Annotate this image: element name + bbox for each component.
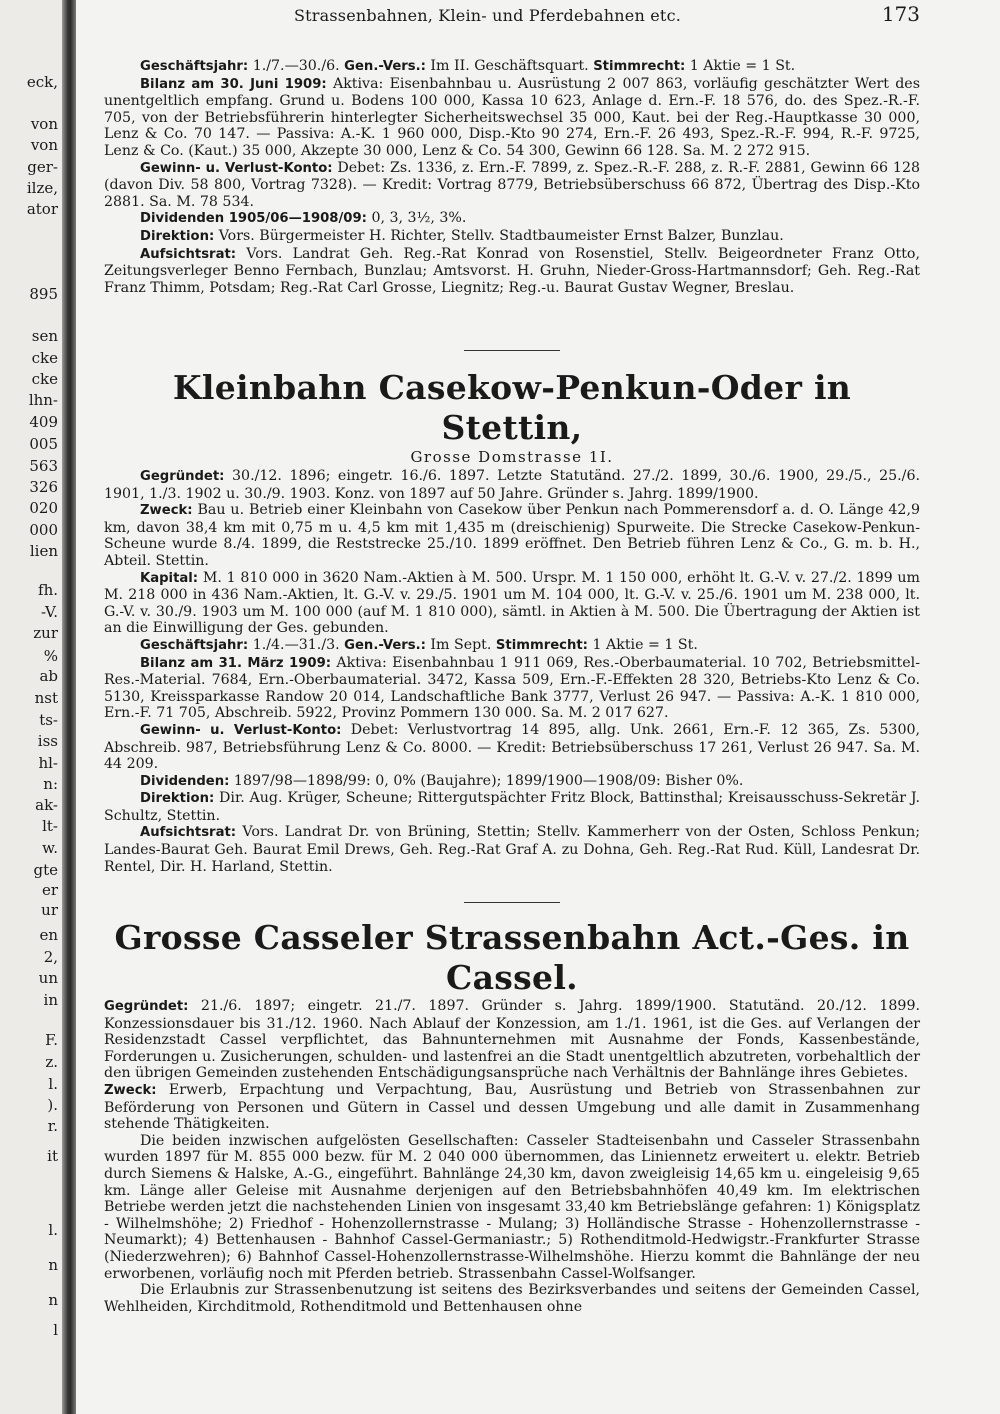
section-divider: [464, 902, 560, 903]
margin-fragment: 000: [29, 521, 58, 539]
margin-fragment: lien: [29, 542, 58, 560]
field-label: Gewinn- u. Verlust-Konto:: [140, 722, 342, 738]
field-label: Dividenden:: [140, 773, 230, 789]
header-title: Strassenbahnen, Klein- und Pferdebahnen etc.: [294, 6, 682, 25]
entry-paragraph: [104, 655, 920, 722]
entry-paragraph: [104, 998, 920, 1082]
margin-fragment: lt-: [42, 817, 58, 835]
margin-fragment: cke: [31, 349, 58, 367]
field-label: Gen.-Vers.:: [344, 637, 426, 653]
margin-fragment: von: [30, 136, 58, 154]
field-label: Gen.-Vers.:: [344, 59, 426, 74]
field-label: Bilanz am 30. Juni 1909:: [140, 76, 327, 92]
margin-fragment: l.: [48, 1075, 58, 1093]
previous-page-text-fragments: [0, 0, 60, 1414]
margin-fragment: nst: [34, 689, 58, 707]
field-text: Im II. Geschäftsquart.: [425, 58, 594, 74]
field-text: Vors. Landrat Dr. von Brüning, Stettin; Stellv. Kammerherr von der Osten, Schloss Penkun; Landes-Baurat Geh. Baurat Emil Drews, Geh. Reg.-Rat Graf A. zu Dohna, Geh. Reg.-Rat Rud. Küll, Landesrat Dr. Rentel, Dir. H. Harland, Stettin.: [104, 824, 920, 875]
field-label: Geschäftsjahr:: [140, 637, 249, 653]
margin-fragment: F.: [45, 1031, 58, 1049]
page-number: 173: [881, 2, 920, 26]
body-paragraph: Die Erlaubnis zur Strassenbenutzung ist seitens des Bezirksverbandes und seitens der Gemeinden Cassel, Wehlheiden, Kirchditmold, Rothenditmold und Bettenhausen ohne: [104, 1282, 920, 1315]
field-label: Direktion:: [140, 791, 215, 807]
margin-fragment: 005: [29, 435, 58, 453]
margin-fragment: it: [47, 1147, 58, 1165]
entry-continuation: [104, 58, 920, 296]
margin-fragment: von: [30, 115, 58, 133]
entry-paragraph: [104, 58, 920, 76]
entry-paragraph: [104, 468, 920, 502]
entry-paragraph: [104, 76, 920, 160]
margin-fragment: 020: [29, 499, 58, 517]
margin-fragment: eck,: [26, 73, 58, 91]
company-title: Kleinbahn Casekow-Penkun-Oder in Stettin,: [172, 368, 852, 447]
margin-fragment: 2,: [43, 948, 58, 966]
body-paragraph: Die beiden inzwischen aufgelösten Gesellschaften: Casseler Stadteisenbahn und Casseler Strassenbahn wurden 1897 für M. 855 000 bezw. für M. 2 040 000 übernommen, das Liniennetz erweitert u. elektr. Betrieb durch Siemens & Halske, A.-G., eingeführt. Bahnlänge 24,30 km, davon zweigleisig 14,65 km u. eingeleisig 9,65 km. Länge aller Geleise mit Ausnahme derjenigen auf den Betriebsbahnhöfen 40,49 km. Im elektrischen Betriebe werden jetzt die nachstehenden Linien von insgesamt 33,40 km Betriebslänge gefahren: 1) Königsplatz - Wilhelmshöhe; 2) Friedhof - Hohenzollernstrasse - Mulang; 3) Holländische Strasse - Hohenzollernstrasse - Neumarkt); 4) Bettenhausen - Bahnhof Cassel-Germaniastr.; 5) Rothenditmold-Hedwigstr.-Frankfurter Strasse (Niederzwehren); 6) Bahnhof Cassel-Hohenzollernstrasse-Wilhelmshöhe. Hierzu kommt die Bahnlänge der neu erworbenen, vorläufig noch mit Pferden betrieb. Strassenbahn Cassel-Wolfsanger.: [104, 1132, 920, 1282]
running-header: [104, 2, 920, 32]
field-text: 21./6. 1897; eingetr. 21./7. 1897. Gründer s. Jahrg. 1899/1900. Statutänd. 20./12. 1899. Konzessionsdauer bis 31./12. 1960. Nach Ablauf der Konzession, am 1./1. 1961, ist die Ges. auf Verlangen der Residenzstadt Cassel verpflichtet, das Bahnunternehmen mit Ausnahme der Fonds, Kassenbestände, Forderungen u. Zusicherungen, schulden- und lastenfrei an die Stadt unentgeltlich abzutreten, vorbehaltlich der den übrigen Gemeinden zustehenden Entschädigungsansprüche nach Verhältnis der Bahnlänge ihres Gebietes.: [104, 998, 920, 1082]
margin-fragment: l.: [48, 1221, 58, 1239]
margin-fragment: cke: [31, 370, 58, 388]
field-text: 1./7.—30./6.: [248, 58, 345, 74]
margin-fragment: un: [38, 969, 58, 987]
entry-paragraph: [104, 210, 920, 228]
margin-fragment: 326: [29, 478, 58, 496]
field-text: Bau u. Betrieb einer Kleinbahn von Casekow über Penkun nach Pommerensdorf a. d. O. Länge 42,9 km, davon 38,4 km mit 0,75 m u. 4,5 km mit 1,435 m (dreischienig) Spurweite. Die Strecke Casekow-Penkun-Scheune wurde 8./4. 1899, die Reststrecke 25./10. 1899 eröffnet. Den Betrieb führen Lenz & Co., G. m. b. H., Abteil. Stettin.: [104, 502, 920, 569]
entry-paragraph: [104, 160, 920, 211]
field-text: M. 1 810 000 in 3620 Nam.-Aktien à M. 500. Urspr. M. 1 150 000, erhöht lt. G.-V. v. 27./2. 1899 um M. 218 000 in 436 Nam.-Aktien, lt. G.-V. v. 29./5. 1901 um M. 104 000, lt. G.-V. v. 25./6. 1901 um M. 238 000, lt. G.-V. v. 30./9. 1903 um M. 100 000 (auf M. 1 810 000), sämtl. in Aktien à M. 500. Die Übertragung der Aktien ist an die Einwilligung der Ges. gebunden.: [104, 569, 920, 637]
margin-fragment: 895: [29, 285, 58, 303]
section-divider: [464, 350, 560, 351]
field-label: Kapital:: [140, 570, 199, 586]
field-label: Stimmrecht:: [593, 59, 686, 74]
book-gutter: [62, 0, 76, 1414]
field-text: Dir. Aug. Krüger, Scheune; Rittergutspächter Fritz Block, Battinsthal; Kreisausschuss-Sekretär J. Schultz, Stettin.: [104, 790, 920, 824]
entry-paragraph: [104, 637, 920, 655]
margin-fragment: en: [39, 926, 58, 944]
margin-fragment: w.: [42, 839, 58, 857]
entry-paragraph: [104, 1082, 920, 1133]
margin-fragment: ger-: [27, 158, 58, 176]
company-address: Grosse Domstrasse 1I.: [410, 448, 614, 466]
field-text: Aktiva: Eisenbahnbau 1 911 069, Res.-Oberbaumaterial. 10 702, Betriebsmittel-Res.-Material. 7684, Ern.-Oberbaumaterial. 3472, Kassa 509, Ern.-F.-Effekten 28 320, Betriebs-Kto Lenz & Co. 5130, Kreissparkasse Randow 20 014, Landschaftliche Bank 3777, Verlust 26 947. — Passiva: A.-K. 1 810 000, Ern.-F. 71 705, Abschreib. 5922, Provinz Pommern 130 000. Sa. M. 2 017 627.: [104, 654, 920, 722]
entry-paragraph: [104, 790, 920, 824]
entry-grosse-casseler: [104, 918, 920, 1315]
entry-paragraph: [104, 722, 920, 773]
margin-fragment: ator: [26, 200, 58, 218]
margin-fragment: ak-: [35, 796, 58, 814]
field-text: 30./12. 1896; eingetr. 16./6. 1897. Letzte Statutänd. 27./2. 1899, 30./6. 1900, 29./5., 25./6. 1901, 1./3. 1902 u. 30./9. 1903. Konz. von 1897 auf 50 Jahre. Gründer s. Jahrg. 1899/1900.: [104, 468, 920, 502]
field-label: Gegründet:: [104, 999, 189, 1014]
field-text: 1897/98—1898/99: 0, 0% (Baujahre); 1899/1900—1908/09: Bisher 0%.: [229, 772, 744, 789]
field-text: Im Sept.: [425, 636, 496, 653]
entry-paragraph: [104, 228, 920, 246]
field-text: 1 Aktie = 1 St.: [685, 58, 796, 74]
entry-kleinbahn-casekow: [104, 368, 920, 875]
margin-fragment: ab: [39, 667, 58, 685]
margin-fragment: r.: [47, 1117, 58, 1135]
margin-fragment: sen: [31, 327, 58, 345]
field-label: Direktion:: [140, 228, 215, 244]
margin-fragment: 409: [29, 413, 58, 431]
field-label: Stimmrecht:: [495, 637, 588, 653]
entry-paragraph: [104, 246, 920, 297]
entry-paragraph: [104, 570, 920, 637]
margin-fragment: ilze,: [26, 179, 58, 197]
field-text: Erwerb, Erpachtung und Verpachtung, Bau, Ausrüstung und Betrieb von Strassenbahnen zur Beförderung von Personen und Gütern in Cassel und dessen Umgebung und alle damit in Zusammenhang stehende Thätigkeiten.: [104, 1081, 920, 1133]
field-text: 1 Aktie = 1 St.: [587, 636, 698, 653]
margin-fragment: in: [43, 991, 58, 1009]
field-text: Debet: Zs. 1336, z. Ern.-F. 7899, z. Spez.-R.-F. 288, z. R.-F. 2881, Gewinn 66 128 (davon Div. 58 800, Vortrag 7328). — Kredit: Vortrag 8779, Betriebsüberschuss 66 872, Übertrag des Disp.-Kto 2881. Sa. M. 78 534.: [104, 159, 921, 210]
field-text: Vors. Landrat Geh. Reg.-Rat Konrad von Rosenstiel, Stellv. Beigeordneter Franz Otto, Zeitungsverleger Benno Fernbach, Bunzlau; Amtsvorst. H. Gruhn, Nieder-Gross-Hartmannsdorf; Geh. Reg.-Rat Franz Thimm, Potsdam; Reg.-Rat Carl Grosse, Liegnitz; Reg.-u. Baurat Gustav Wegner, Breslau.: [104, 245, 920, 296]
field-label: Dividenden 1905/06—1908/09:: [140, 211, 367, 227]
company-title: Grosse Casseler Strassenbahn Act.-Ges. in Cassel.: [114, 918, 910, 997]
entry-paragraph: [104, 773, 920, 791]
margin-fragment: ).: [47, 1096, 58, 1114]
field-label: Zweck:: [104, 1082, 157, 1098]
field-text: Aktiva: Eisenbahnbau u. Ausrüstung 2 007 863, vorläufig geschätzter Wert des unentgeltlich empfang. Grund u. Bodens 100 000, Kassa 10 623, Anlage d. Ern.-F. 18 576, do. des Spez.-R.-F. 705, von der Betriebsführerin hinterlegter Sicherheitswechsel 35 000, Kaut. bei der Reg.-Hauptkasse 30 000, Lenz & Co. 70 147. — Passiva: A.-K. 1 960 000, Disp.-Kto 90 274, Ern.-F. 26 493, Spez.-R.-F. 994, R.-F. 9725, Lenz & Co. (Kaut.) 35 000, Akzepte 30 000, Lenz & Co. 54 300, Gewinn 66 128. Sa. M. 2 272 915.: [104, 75, 920, 159]
field-text: 0, 3, 3½, 3%.: [366, 210, 467, 227]
field-label: Bilanz am 31. März 1909:: [140, 655, 332, 671]
margin-fragment: lhn-: [28, 391, 58, 409]
entry-paragraph: [104, 502, 920, 569]
margin-fragment: l: [53, 1321, 58, 1339]
margin-fragment: 563: [29, 457, 58, 475]
field-text: Vors. Bürgermeister H. Richter, Stellv. Stadtbaumeister Ernst Balzer, Bunzlau.: [214, 227, 784, 244]
margin-fragment: ts-: [39, 711, 58, 729]
margin-fragment: n:: [43, 775, 58, 793]
margin-fragment: zur: [33, 624, 58, 642]
margin-fragment: er: [41, 881, 58, 899]
margin-fragment: %: [43, 647, 58, 665]
field-text: 1./4.—31./3.: [248, 636, 345, 653]
margin-fragment: gte: [33, 861, 58, 879]
margin-fragment: n: [48, 1291, 58, 1309]
field-label: Zweck:: [140, 503, 193, 519]
field-label: Geschäftsjahr:: [140, 59, 249, 74]
entry-paragraph: [104, 824, 920, 875]
field-label: Aufsichtsrat:: [140, 825, 237, 841]
margin-fragment: fh.: [38, 581, 58, 599]
field-label: Gegründet:: [140, 469, 225, 484]
margin-fragment: iss: [37, 732, 58, 750]
margin-fragment: -V.: [41, 603, 58, 621]
margin-fragment: ur: [41, 901, 58, 919]
margin-fragment: hl-: [38, 754, 58, 772]
field-label: Aufsichtsrat:: [140, 246, 237, 262]
page: [104, 0, 920, 1414]
field-label: Gewinn- u. Verlust-Konto:: [140, 160, 333, 176]
margin-fragment: n: [48, 1256, 58, 1274]
margin-fragment: z.: [45, 1053, 58, 1071]
field-text: Debet: Verlustvortrag 14 895, allg. Unk. 2661, Ern.-F. 12 365, Zs. 5300, Abschreib. 987, Betriebsführung Lenz & Co. 8000. — Kredit: Betriebsüberschuss 17 261, Verlust 26 947. Sa. M. 44 209.: [104, 721, 921, 773]
